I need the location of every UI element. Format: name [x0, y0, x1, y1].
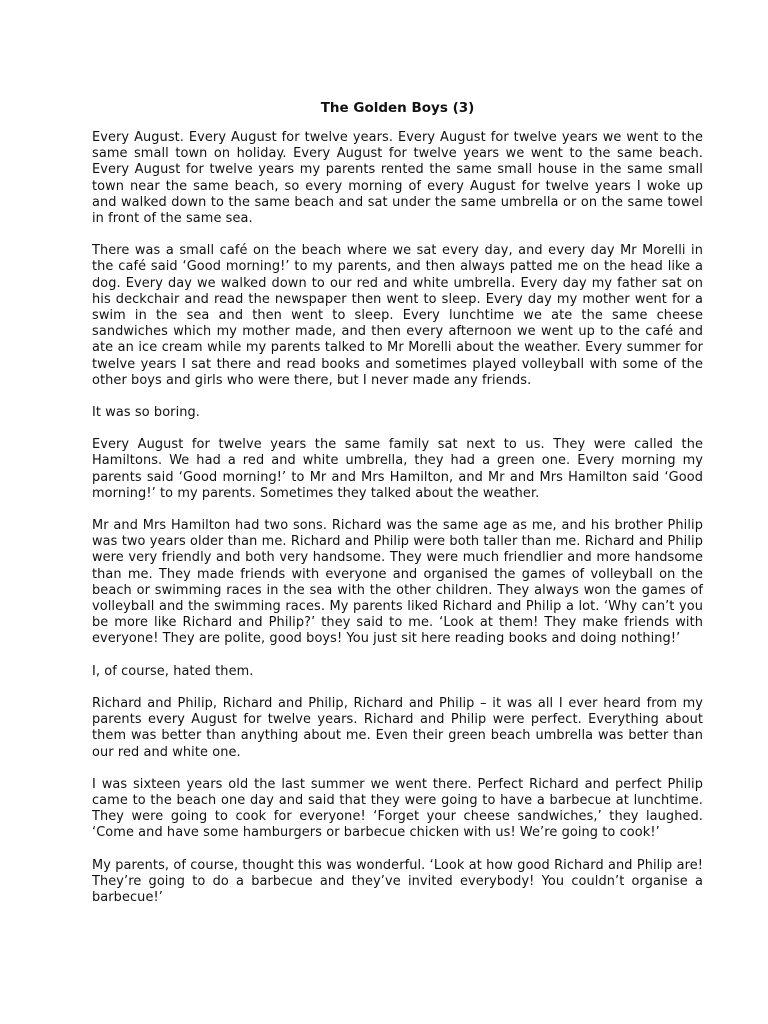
paragraph-3: It was so boring. — [92, 405, 201, 421]
paragraph-9: My parents, of course, thought this was wonderful. ‘Look at how good Richard and Philip are! They’re going to do a barbecue and they’ve invited everybody! You couldn’t organise a barbecue!’ — [92, 857, 703, 905]
paragraph-1: Every August. Every August for twelve years. Every August for twelve years we went to the same small town on holiday. Every August for twelve years we went to the same beach. Every August for twelve years my parents rented the same small house in the same small town near the same beach, so every morning of every August for twelve years I woke up and walked down to the same beach and sat under the same umbrella or on the same towel in front of the same sea. — [92, 130, 703, 227]
paragraph-2: There was a small café on the beach where we sat every day, and every day Mr Morelli in the café said ‘Good morning!’ to my parents, and then always patted me on the head like a dog. Every day we walked down to our red and white umbrella. Every day my father sat on his deckchair and read the newspaper then went to sleep. Every day my mother went for a swim in the sea and then went to sleep. Every lunchtime we ate the same cheese sandwiches which my mother made, and then every afternoon we went up to the café and ate an ice cream while my parents talked to Mr Morelli about the weather. Every summer for twelve years I sat there and read books and sometimes played volleyball with some of the other boys and girls who were there, but I never made any friends. — [92, 243, 703, 388]
paragraph-7: Richard and Philip, Richard and Philip, Richard and Philip – it was all I ever heard from my parents every August for twelve years. Richard and Philip were perfect. Everything about them was better than anything about me. Even their green beach umbrella was better than our red and white one. — [92, 695, 703, 760]
document-page — [92, 98, 703, 922]
paragraph-4: Every August for twelve years the same family sat next to us. They were called the Hamiltons. We had a red and white umbrella, they had a green one. Every morning my parents said ‘Good morning!’ to Mr and Mrs Hamilton, and Mr and Mrs Hamilton said ‘Good morning!’ to my parents. Sometimes they talked about the weather. — [92, 437, 703, 501]
paragraph-6: I, of course, hated them. — [92, 663, 254, 679]
paragraph-8: I was sixteen years old the last summer we went there. Perfect Richard and perfect Philip came to the beach one day and said that they were going to have a barbecue at lunchtime. They were going to cook for everyone! ‘Forget your cheese sandwiches,’ they laughed. ‘Come and have some hamburgers or barbecue chicken with us! We’re going to cook!’ — [92, 776, 703, 841]
paragraph-5: Mr and Mrs Hamilton had two sons. Richard was the same age as me, and his brother Philip was two years older than me. Richard and Philip were both taller than me. Richard and Philip were very friendly and both very handsome. They were much friendlier and more handsome than me. They made friends with everyone and organised the games of volleyball on the beach or swimming races in the sea with the other children. They always won the games of volleyball and the swimming races. My parents liked Richard and Philip a lot. ‘Why can’t you be more like Richard and Philip?’ they said to me. ‘Look at them! They make friends with everyone! They are polite, good boys! You just sit here reading books and doing nothing!’ — [92, 518, 703, 647]
document-title: The Golden Boys (3) — [320, 100, 475, 116]
